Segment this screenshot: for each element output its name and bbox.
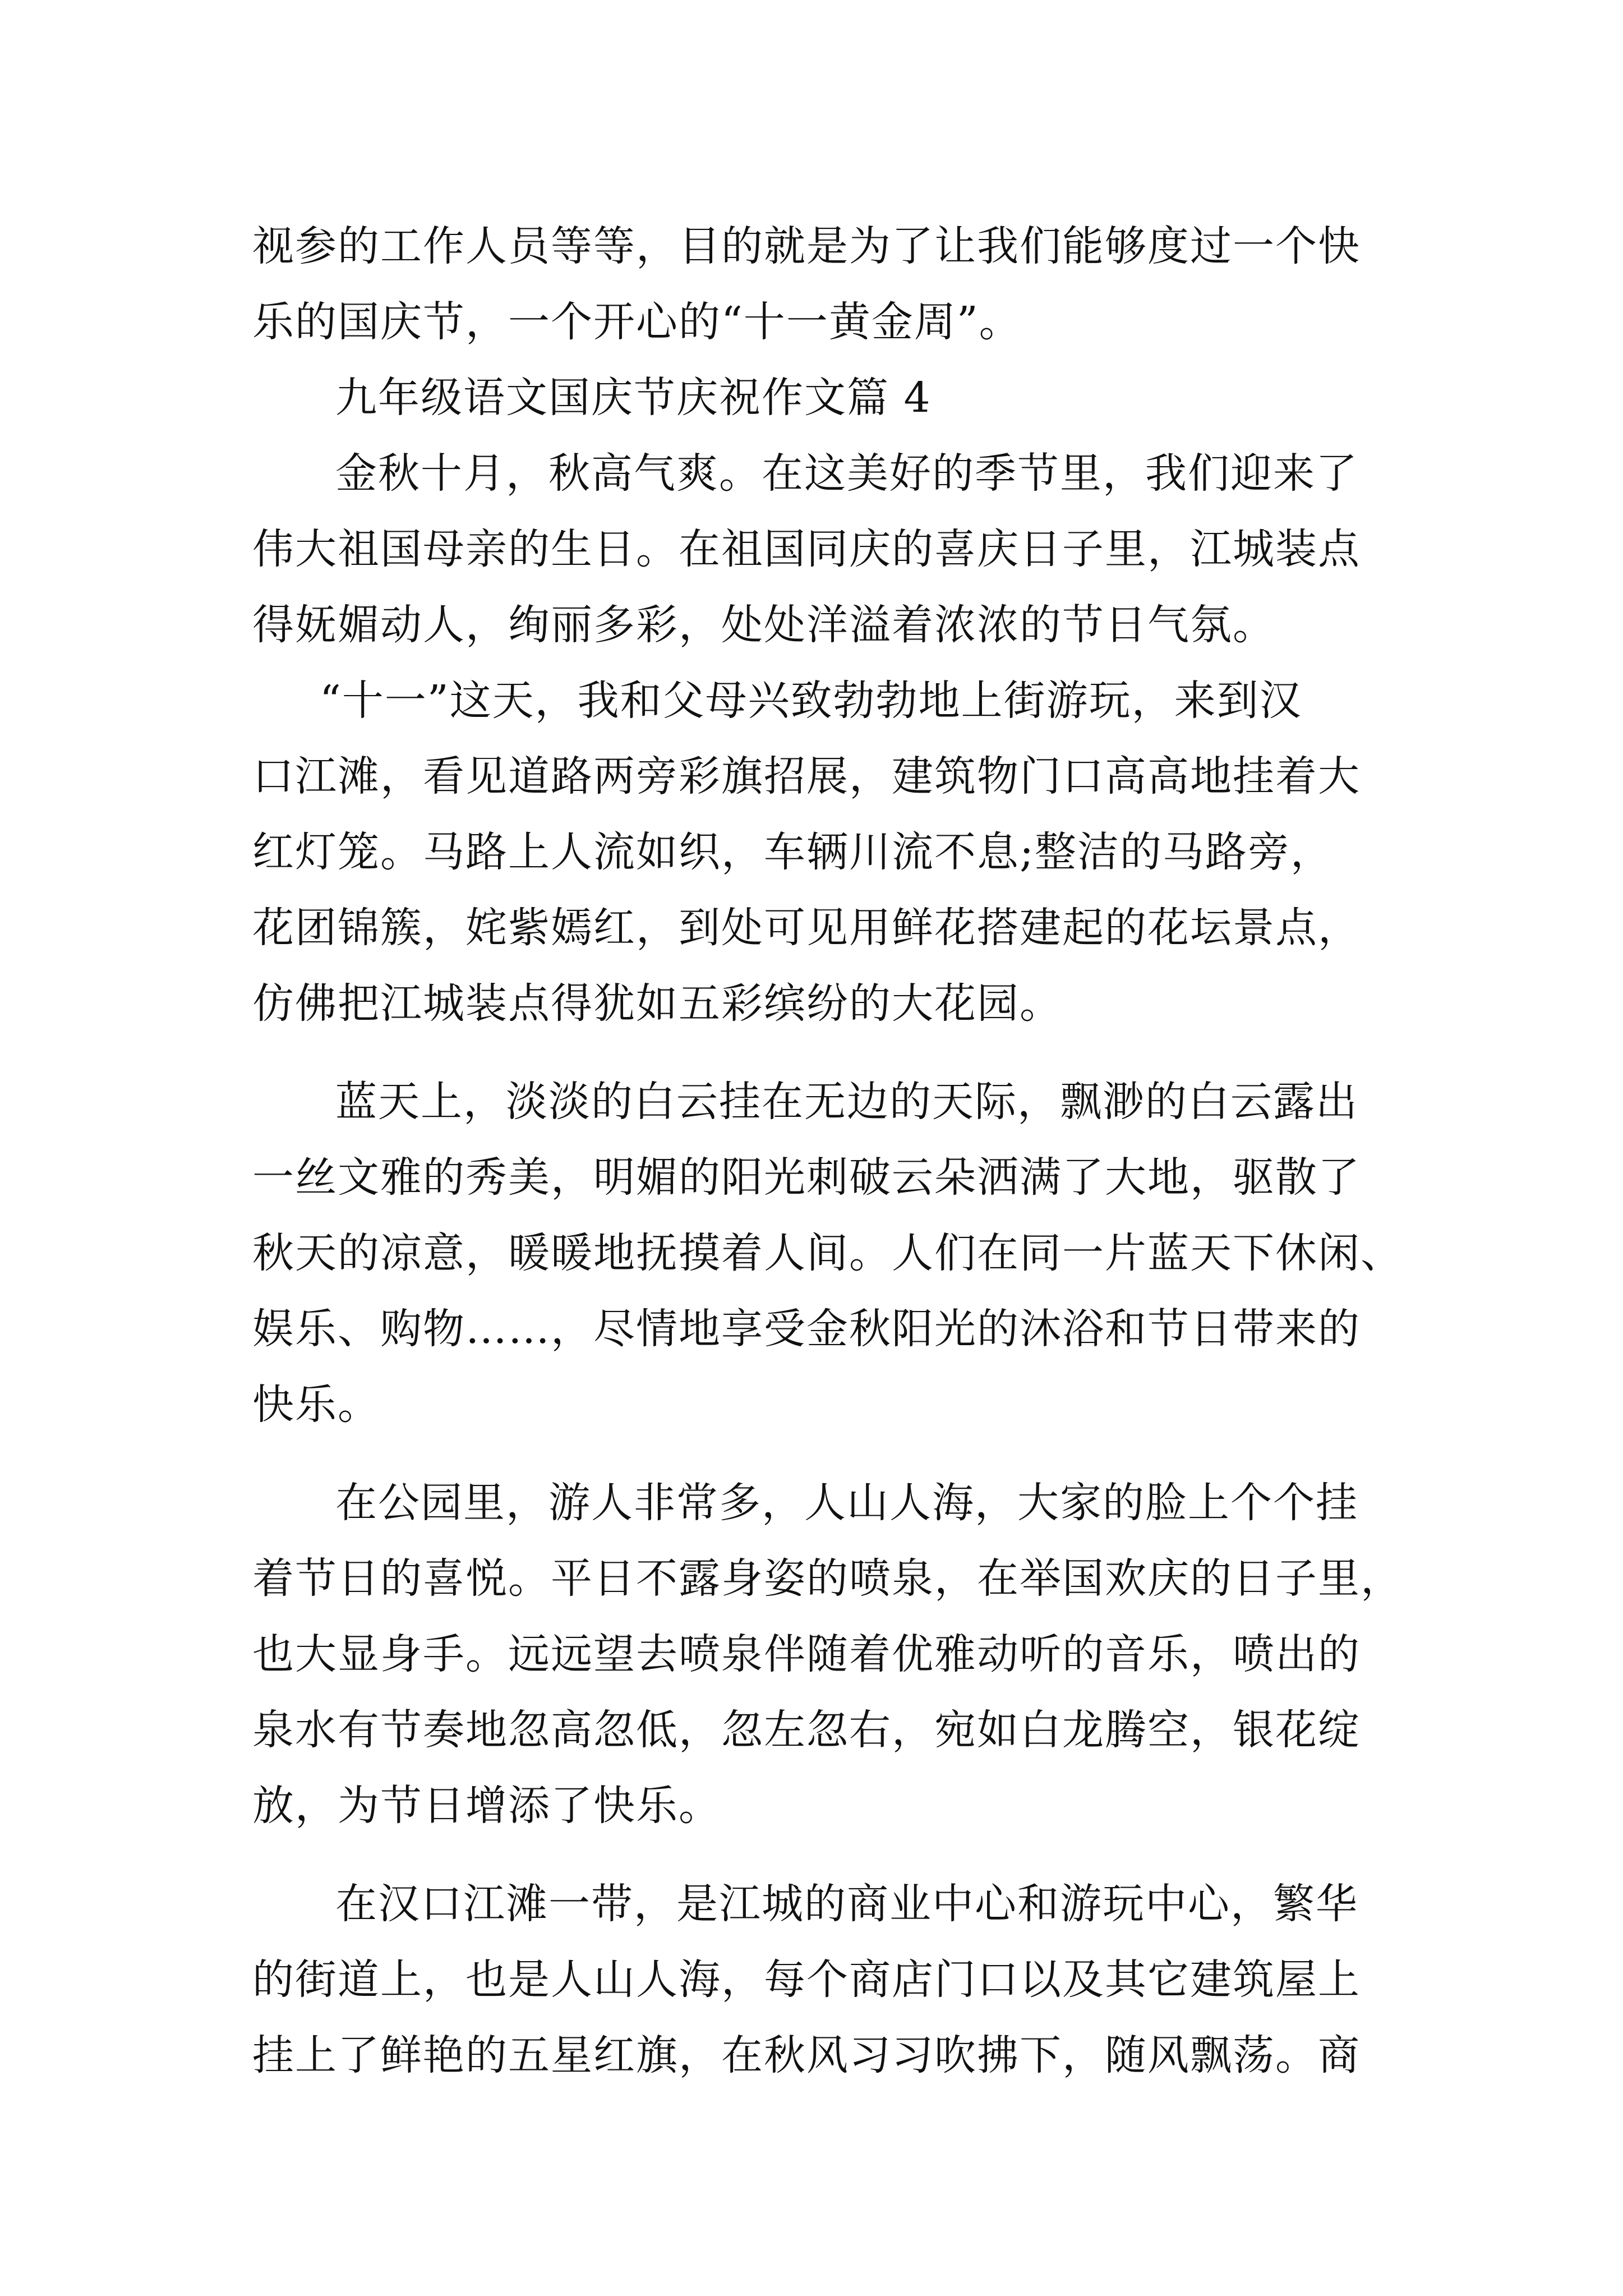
text-line: 视参的工作人员等等，目的就是为了让我们能够度过一个快 bbox=[252, 222, 1361, 270]
section-heading: 九年级语文国庆节庆祝作文篇 4 bbox=[335, 374, 932, 422]
text-line: 金秋十月，秋高气爽。在这美好的季节里，我们迎来了 bbox=[335, 449, 1358, 498]
essay-body bbox=[252, 209, 1402, 2093]
text-line: 泉水有节奏地忽高忽低，忽左忽右，宛如白龙腾空，银花绽 bbox=[252, 1706, 1361, 1754]
text-line: 仿佛把江城装点得犹如五彩缤纷的大花园。 bbox=[252, 979, 1062, 1028]
text-line: 红灯笼。马路上人流如织，车辆川流不息;整洁的马路旁， bbox=[252, 828, 1333, 876]
text-line: 伟大祖国母亲的生日。在祖国同庆的喜庆日子里，江城装点 bbox=[252, 525, 1361, 573]
text-line: 蓝天上，淡淡的白云挂在无边的天际，飘渺的白云露出 bbox=[335, 1078, 1358, 1126]
text-line: 乐的国庆节，一个开心的“十一黄金周”。 bbox=[252, 298, 1022, 346]
text-line: “十一”这天，我和父母兴致勃勃地上街游玩，来到汉 bbox=[320, 677, 1302, 725]
text-line: 在汉口江滩一带，是江城的商业中心和游玩中心，繁华 bbox=[335, 1880, 1358, 1928]
text-line: 一丝文雅的秀美，明媚的阳光刺破云朵洒满了大地，驱散了 bbox=[252, 1153, 1361, 1202]
text-line: 娱乐、购物……，尽情地享受金秋阳光的沐浴和节日带来的 bbox=[252, 1305, 1361, 1353]
text-line: 秋天的凉意，暖暖地抚摸着人间。人们在同一片蓝天下休闲、 bbox=[252, 1229, 1403, 1277]
text-line: 花团锦簇，姹紫嫣红，到处可见用鲜花搭建起的花坛景点， bbox=[252, 904, 1361, 952]
text-line: 的街道上，也是人山人海，每个商店门口以及其它建筑屋上 bbox=[252, 1955, 1361, 2004]
text-line: 得妩媚动人，绚丽多彩，处处洋溢着浓浓的节日气氛。 bbox=[252, 601, 1275, 649]
text-line: 放，为节日增添了快乐。 bbox=[252, 1782, 721, 1830]
text-line: 也大显身手。远远望去喷泉伴随着优雅动听的音乐，喷出的 bbox=[252, 1630, 1361, 1678]
text-line: 着节日的喜悦。平日不露身姿的喷泉，在举国欢庆的日子里， bbox=[252, 1554, 1403, 1603]
text-line: 口江滩，看见道路两旁彩旗招展，建筑物门口高高地挂着大 bbox=[252, 752, 1361, 800]
text-line: 快乐。 bbox=[252, 1381, 380, 1429]
text-line: 在公园里，游人非常多，人山人海，大家的脸上个个挂 bbox=[335, 1479, 1358, 1527]
text-line: 挂上了鲜艳的五星红旗，在秋风习习吹拂下，随风飘荡。商 bbox=[252, 2031, 1361, 2079]
